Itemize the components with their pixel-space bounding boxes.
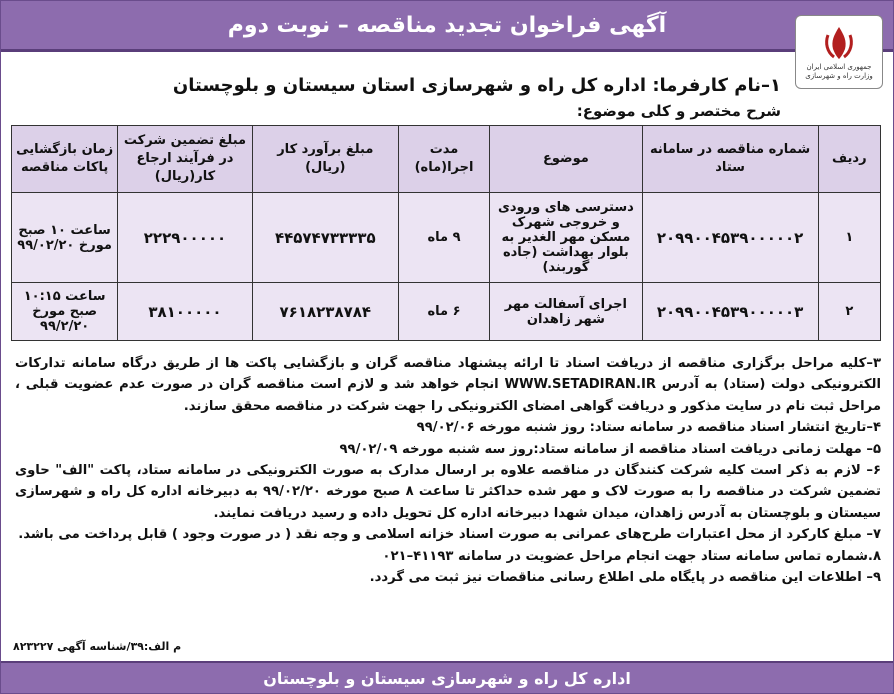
cell-radif: ۲ (818, 283, 880, 341)
note-6: ۶– لازم به ذکر است کلیه شرکت کنندگان در مناقصه علاوه بر ارسال مدارک به صورت الکترونیکی در سامانه ستاد، پاکت "الف" حاوی تضمین شرکت در مناقصه را به صورت لاک و مهر شده حداکثر تا ساعت ۸ صبح مورخه ۹۹/۰۲/۲۰ به دبیرخانه اداره کل راه و شهرسازی سیستان و بلوچستان به آدرس زاهدان، میدان شهدا دبیرخانه اداره کل تحویل داده و رسید دریافت نمایند. (15, 463, 881, 521)
table-header-row (12, 126, 881, 193)
header-duration: مدت اجرا(ماه) (398, 126, 489, 193)
cell-guarantee: ۲۲۲۹۰۰۰۰۰ (118, 193, 253, 283)
emblem-line-1: جمهوری اسلامی ایران (806, 63, 872, 71)
note-8: ۸.شماره تماس سامانه ستاد جهت انجام مراحل عضویت در سامانه ۴۱۱۹۳–۰۲۱ (382, 548, 881, 564)
cell-duration: ۹ ماه (398, 193, 489, 283)
cell-number: ۲۰۹۹۰۰۴۵۳۹۰۰۰۰۰۳ (642, 283, 818, 341)
cell-radif: ۱ (818, 193, 880, 283)
footer-text: اداره کل راه و شهرسازی سیستان و بلوچستان (263, 668, 631, 688)
footer-bar (1, 661, 893, 693)
cell-duration: ۶ ماه (398, 283, 489, 341)
note-7: ۷– مبلغ کارکرد از محل اعتبارات طرح‌های عمرانی به صورت اسناد خزانه اسلامی و وجه نقد ( در صورت وجود ) قابل پرداخت می باشد. (18, 527, 881, 543)
emblem-line-2: وزارت راه و شهرسازی (805, 72, 873, 80)
tender-table (11, 125, 881, 341)
subject-heading: شرح مختصر و کلی موضوع: (576, 102, 781, 120)
ministry-emblem (795, 15, 883, 89)
header-radif: ردیف (818, 126, 880, 193)
cell-guarantee: ۳۸۱۰۰۰۰۰ (118, 283, 253, 341)
cell-number: ۲۰۹۹۰۰۴۵۳۹۰۰۰۰۰۲ (642, 193, 818, 283)
header-opening: زمان بازگشایی پاکات مناقصه (12, 126, 118, 193)
header-guarantee: مبلغ تضمین شرکت در فرآیند ارجاع کار(ریال) (118, 126, 253, 193)
employer-line: ۱–نام کارفرما: اداره کل راه و شهرسازی استان سیستان و بلوچستان (172, 75, 781, 96)
note-3: ۳–کلیه مراحل برگزاری مناقصه از دریافت اسناد تا ارائه پیشنهاد مناقصه گران و بازگشایی پاکت ها از طریق درگاه سامانه تدارکات الکترونیکی دولت (ستاد) به آدرس WWW.SETADIRAN.IR انجام خواهد شد و لازم است مناقصه گران در صورت عدم عضویت قبلی ، مراحل ثبت نام در سایت مذکور و دریافت گواهی امضای الکترونیکی را جهت شرکت در مناقصه محقق سازند. (15, 356, 881, 414)
ad-number: م الف:۳۹/شناسه آگهی ۸۲۳۲۲۷ (13, 640, 182, 653)
cell-estimate: ۷۶۱۸۲۳۸۷۸۴ (252, 283, 398, 341)
table-row (12, 193, 881, 283)
note-5: ۵– مهلت زمانی دریافت اسناد مناقصه از سامانه ستاد:روز سه شنبه مورخه ۹۹/۰۲/۰۹ (339, 441, 881, 457)
cell-subject: دسترسی های ورودی و خروجی شهرک مسکن مهر الغدیر به بلوار بهداشت (جاده گوربند) (490, 193, 642, 283)
page-title: آگهی فراخوان تجدید مناقصه – نوبت دوم (227, 12, 667, 38)
note-9: ۹– اطلاعات این مناقصه در پایگاه ملی اطلاع رسانی مناقصات نیز ثبت می گردد. (369, 570, 881, 586)
title-bar (1, 1, 893, 52)
table-row (12, 283, 881, 341)
cell-estimate: ۴۴۵۷۴۷۳۳۳۳۵ (252, 193, 398, 283)
header-subject: موضوع (490, 126, 642, 193)
header-number: شماره مناقصه در سامانه ستاد (642, 126, 818, 193)
cell-subject: اجرای آسفالت مهر شهر زاهدان (490, 283, 642, 341)
header-estimate: مبلغ برآورد کار (ریال) (252, 126, 398, 193)
note-4: ۴–تاریخ انتشار اسناد مناقصه در سامانه ستاد: روز شنبه مورخه ۹۹/۰۲/۰۶ (416, 420, 881, 436)
emblem-icon (819, 23, 859, 63)
notes-section (15, 353, 881, 588)
cell-opening: ساعت ۱۰:۱۵ صبح مورخ ۹۹/۲/۲۰ (12, 283, 118, 341)
cell-opening: ساعت ۱۰ صبح مورخ ۹۹/۰۲/۲۰ (12, 193, 118, 283)
